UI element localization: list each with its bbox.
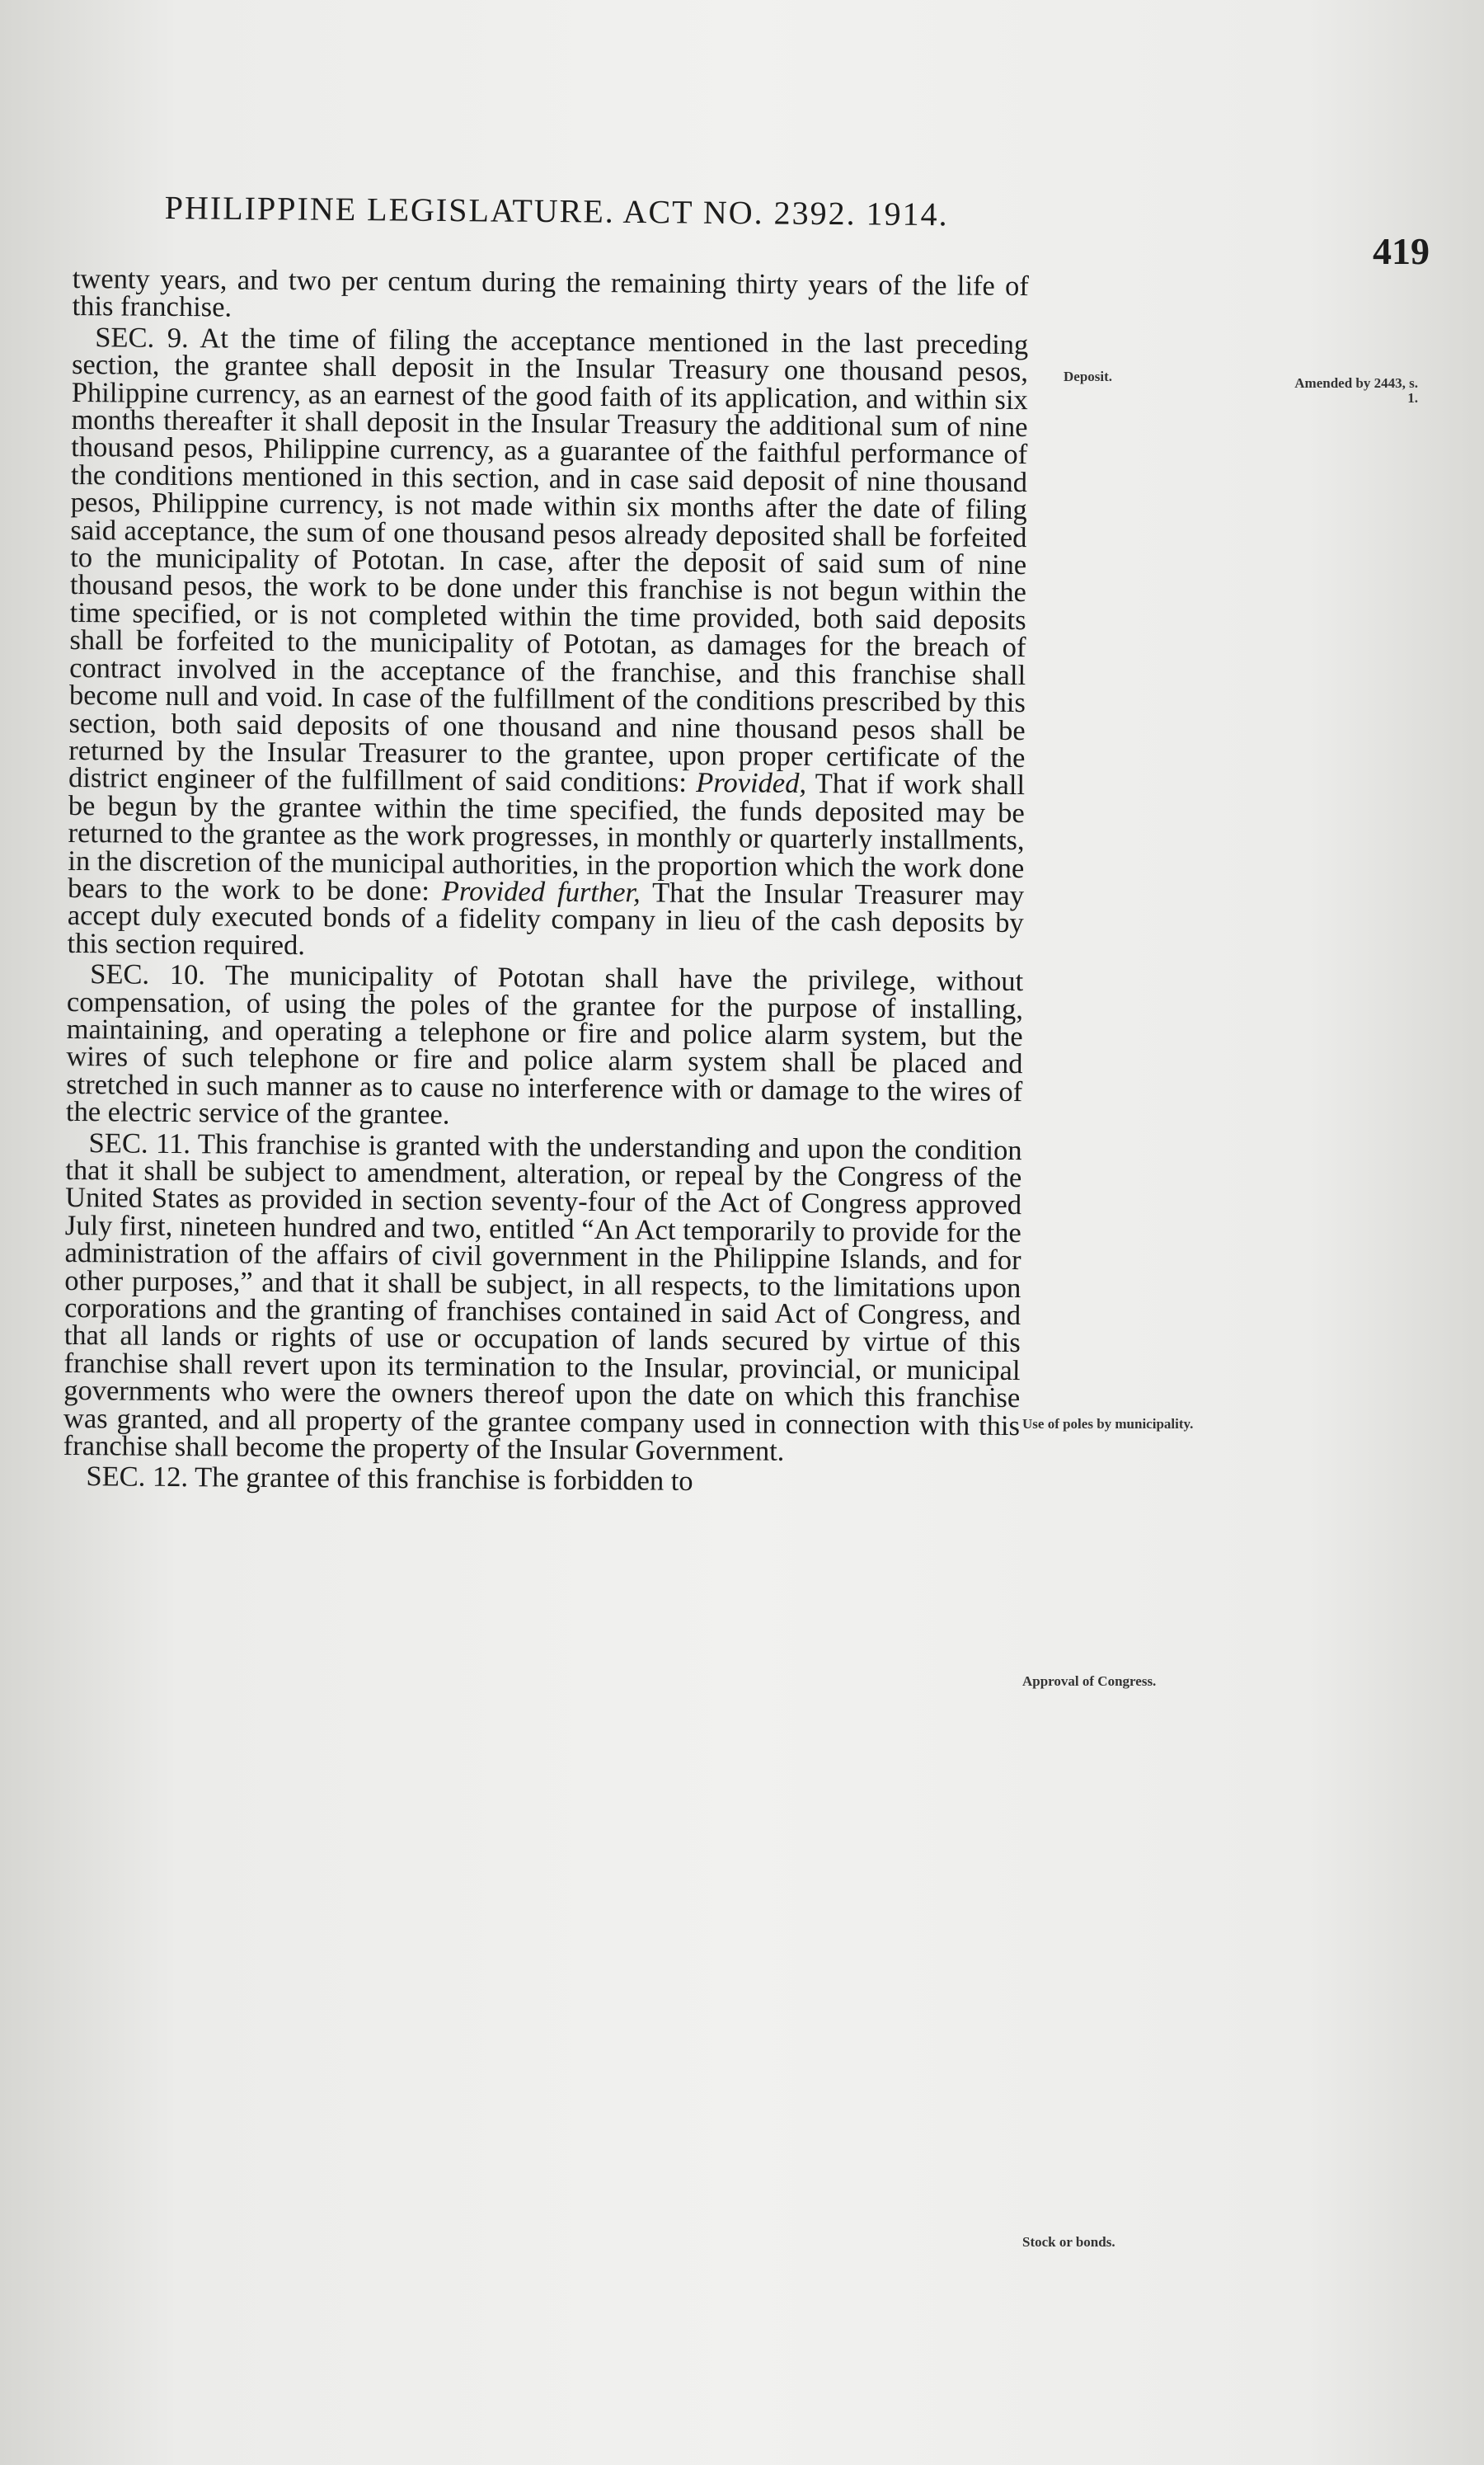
margin-note-amended: Amended by 2443, s. 1. xyxy=(1294,375,1418,406)
page-number: 419 xyxy=(1373,230,1430,272)
running-head: PHILIPPINE LEGISLATURE. ACT NO. 2392. 1914. xyxy=(164,188,949,233)
section-11 xyxy=(63,1127,1022,1468)
section-label: SEC. 12. xyxy=(86,1461,189,1494)
section-10 xyxy=(65,958,1024,1134)
margin-note-approval: Approval of Congress. xyxy=(1022,1673,1157,1689)
section-text: The grantee of this franchise is forbidden to xyxy=(187,1461,693,1498)
section-text: That the Insular Treasurer may accept duly executed bonds of a fidelity company in lieu of the cash deposits by this section required. xyxy=(67,877,1025,961)
section-label: SEC. 10. xyxy=(90,958,206,991)
section-label: SEC. 11. xyxy=(88,1127,191,1160)
proviso: Provided further, xyxy=(441,875,641,909)
section-text: This franchise is granted with the understanding and upon the condition that it shall be subject to amendment, alteration, or repeal by the Congress of the United States as provided in section seventy-four of the Act of Congress approved July first, nineteen hundred and two, entitled “An Act temporarily to provide for the administration of the affairs of civil government in the Philippine Islands, and for other purposes,” and that it shall be subject, in all respects, to the limitations upon corporations and the granting of franchises contained in said Act of Congress, and that all lands or rights of use or occupation of lands secured by virtue of this franchise shall revert upon its termination to the Insular, provincial, or municipal governments who were the owners thereof upon the date on which this franchise was granted, and all property of the grantee company used in connection with this franchise shall become the property of the Insular Government. xyxy=(63,1127,1022,1467)
section-label: SEC. 9. xyxy=(95,322,189,354)
paragraph-continuation: twenty years, and two per centum during the remaining thirty years of the life of this franchise. xyxy=(72,263,1029,323)
margin-note-use-of-poles: Use of poles by municipality. xyxy=(1022,1416,1194,1432)
margin-note-deposit: Deposit. xyxy=(1064,369,1113,384)
proviso: Provided, xyxy=(696,767,807,800)
act-text xyxy=(63,263,1029,1498)
section-12 xyxy=(63,1463,1019,1498)
section-text: That if work shall be begun by the grantee within the time specified, the funds deposited may be returned to the grantee as the work progresses, in monthly or quarterly installments, in the discretion of the municipal authorities, in the proportion which the work done bears to the work to be done: xyxy=(67,768,1026,907)
margin-note-stock: Stock or bonds. xyxy=(1022,2234,1115,2250)
section-9 xyxy=(67,324,1028,965)
section-text: The municipality of Pototan shall have the privilege, without compensation, of using the poles of the grantee for the purpose of installing, maintaining, and operating a telephone or fire and police alarm system, but the wires of such telephone or fire and police alarm system shall be placed and stretched in such manner as to cause no interference with or damage to the wires of the electric service of the grantee. xyxy=(65,959,1024,1131)
section-text: At the time of filing the acceptance mentioned in the last preceding section, the grantee shall deposit in the Insular Treasury one thousand pesos, Philippine currency, as an earnest of the good faith of its application, and within six months thereafter it shall deposit in the Insular Treasury the additional sum of nine thousand pesos, Philippine currency, as a guarantee of the faithful performance of the conditions mentioned in this section, and in case said deposit of nine thousand pesos, Philippine currency, is not made within six months after the date of filing said acceptance, the sum of one thousand pesos already deposited shall be forfeited to the municipality of Pototan. In case, after the deposit of said sum of nine thousand pesos, the work to be done under this franchise is not begun within the time specified, or is not completed within the time provided, both said deposits shall be forfeited to the municipality of Pototan, as damages for the breach of contract involved in the acceptance of the franchise, and this franchise shall become null and void. In case of the fulfillment of the conditions prescribed by this section, both said deposits of one thousand and nine thousand pesos shall be returned by the Insular Treasurer to the grantee, upon proper certificate of the district engineer of the fulfillment of said conditions: xyxy=(68,322,1029,799)
